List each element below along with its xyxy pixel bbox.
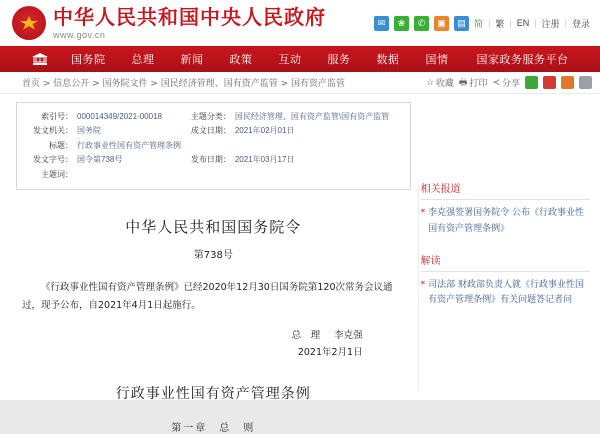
site-header <box>0 0 600 46</box>
signer-title: 总 理 <box>291 330 321 342</box>
collect-label: 收藏 <box>435 78 454 88</box>
meta-label: 主题分类： <box>190 112 231 121</box>
nav-item-zhengce[interactable]: 政策 <box>229 53 253 66</box>
register-link[interactable]: 注册 <box>541 18 560 29</box>
sidebar-link[interactable] <box>421 278 590 310</box>
share-label: 分享 <box>501 78 520 88</box>
bullet-icon: * <box>420 279 426 290</box>
site-url: www.gov.cn <box>53 30 106 40</box>
nav-item-fuwu[interactable]: 服务 <box>327 53 351 66</box>
breadcrumb[interactable]: 首页 > 信息公开 > 国务院文件 > 国民经济管理、国有资产监管 > 国有资产监管 <box>22 79 346 89</box>
site-brand[interactable] <box>53 6 326 40</box>
mail-share-icon[interactable] <box>561 76 574 89</box>
nav-item-shuju[interactable]: 数据 <box>376 53 400 66</box>
meta-row <box>25 168 402 182</box>
meta-value: 国民经济管理、国有资产监管\国有资产监管 <box>234 112 390 121</box>
meta-label: 成文日期： <box>190 126 231 136</box>
meta-label: 主题词： <box>41 169 73 179</box>
meta-value: 国令第738号 <box>77 155 123 165</box>
signature-block <box>16 327 411 361</box>
meta-row <box>25 110 402 124</box>
nav-item-hudong[interactable]: 互动 <box>278 53 302 66</box>
nav-item-guoqing[interactable]: 国情 <box>425 53 449 66</box>
nav-item-xinwen[interactable]: 新闻 <box>180 53 204 66</box>
spacer <box>169 153 183 167</box>
lang-traditional-link[interactable]: 繁 <box>495 18 505 29</box>
meta-value: 国务院 <box>77 126 101 136</box>
document-metadata <box>16 102 411 190</box>
spacer <box>169 110 183 124</box>
print-button[interactable] <box>459 75 488 91</box>
login-link[interactable]: 登录 <box>571 18 590 29</box>
meta-label: 发布日期： <box>190 155 231 165</box>
meta-value: 行政事业性国有资产管理条例 <box>77 140 181 150</box>
meta-label: 发文字号： <box>33 155 73 165</box>
weibo-icon[interactable]: ❀ <box>394 16 409 31</box>
sidebar-section-interpretation <box>421 252 590 310</box>
phone-icon[interactable]: ▤ <box>454 16 469 31</box>
chapter-heading: 第一章 总 则 <box>171 423 256 434</box>
site-title: 中华人民共和国中央人民政府 <box>53 5 326 29</box>
print-label: 打印 <box>469 78 488 88</box>
meta-label: 发文机关： <box>33 126 73 136</box>
sidebar-section-related <box>421 180 590 238</box>
home-icon[interactable] <box>22 46 58 72</box>
share-label-group <box>492 76 520 89</box>
signature-line <box>16 327 363 344</box>
meta-row <box>25 139 402 153</box>
regulation-title: 行政事业性国有资产管理条例 <box>115 386 311 403</box>
main-navigation <box>0 46 600 72</box>
separator: | <box>564 18 567 28</box>
document-paragraph: 《行政事业性国有资产管理条例》已经2020年12月30日国务院第120次常务会议通过，现予公布，自2021年4月1日起施行。 <box>22 281 393 311</box>
share-icon: ≺ <box>492 77 500 87</box>
mail-icon[interactable]: ✉ <box>374 16 389 31</box>
nav-item-zongli[interactable]: 总理 <box>131 53 155 66</box>
nav-item-service-platform[interactable]: 国家政务服务平台 <box>476 53 569 66</box>
meta-value: 000014349/2021-00018 <box>77 112 162 121</box>
page-tools <box>426 75 592 91</box>
decree-number: 第738号 <box>193 249 233 261</box>
content-area <box>0 94 600 434</box>
meta-value <box>77 168 402 182</box>
star-icon: ☆ <box>425 77 434 87</box>
wechat-share-icon[interactable] <box>525 76 538 89</box>
sidebar-heading: 相关报道 <box>421 180 590 200</box>
lang-simplified-link[interactable]: 简 <box>474 18 484 29</box>
document-main <box>16 102 411 434</box>
related-sidebar <box>421 102 590 434</box>
meta-label: 标题： <box>49 140 73 150</box>
collect-button[interactable] <box>426 76 454 89</box>
separator: | <box>534 18 537 28</box>
national-emblem-icon <box>12 6 46 40</box>
meta-label: 索引号： <box>41 112 73 121</box>
meta-row <box>25 153 402 167</box>
sidebar-link[interactable] <box>421 206 590 238</box>
meta-value: 2021年02月01日 <box>234 126 295 136</box>
sidebar-heading: 解读 <box>421 252 590 272</box>
lang-en-link[interactable]: EN <box>516 18 530 28</box>
meta-row <box>25 124 402 138</box>
breadcrumb-bar <box>0 72 600 94</box>
printer-icon: 🖶 <box>458 76 468 87</box>
nav-item-guowuyuan[interactable]: 国务院 <box>71 53 106 66</box>
separator: | <box>488 18 491 28</box>
header-tools <box>374 16 590 31</box>
bullet-icon: * <box>420 208 426 218</box>
separator: | <box>509 18 512 28</box>
more-share-icon[interactable] <box>579 76 592 89</box>
wechat-icon[interactable]: ✆ <box>414 16 429 31</box>
content-divider <box>418 185 419 390</box>
sidebar-link-label: 司法部 财政部负责人就《行政事业性国有资产管理条例》有关问题答记者问 <box>428 279 584 306</box>
spacer <box>169 124 183 138</box>
signer-name: 李克强 <box>334 330 363 342</box>
meta-value: 2021年03月17日 <box>234 155 295 165</box>
sign-date: 2021年2月1日 <box>297 347 363 359</box>
weibo-share-icon[interactable] <box>543 76 556 89</box>
sidebar-link-label: 李克强签署国务院令 公布《行政事业性国有资产管理条例》 <box>428 208 584 234</box>
app-icon[interactable]: ▣ <box>434 16 449 31</box>
page-title: 中华人民共和国国务院令 <box>125 217 302 236</box>
